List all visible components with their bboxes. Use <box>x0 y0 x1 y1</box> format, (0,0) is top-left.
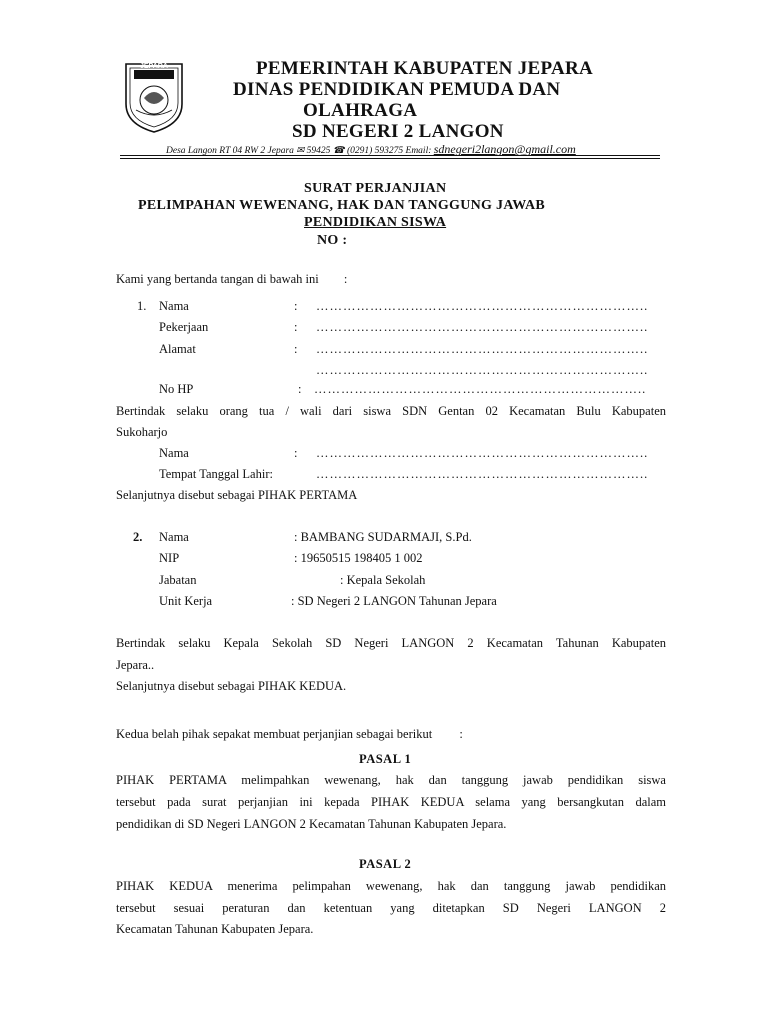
party2-role-line2: Jepara.. <box>116 658 155 672</box>
party2-nip-label: NIP <box>159 551 180 565</box>
party1-nama-colon: : <box>294 299 298 313</box>
party1-pekerjaan-label: Pekerjaan <box>159 320 209 334</box>
agreement-colon: : <box>459 727 463 741</box>
party2-jabatan-label: Jabatan <box>159 573 197 587</box>
party1-role-line1: Bertindak selaku orang tua / wali dari siswa SDN Gentan 02 Kecamatan Bulu Kabupaten <box>116 404 666 418</box>
title-line1: SURAT PERJANJIAN <box>304 181 447 196</box>
party1-pekerjaan-colon: : <box>294 320 298 334</box>
title-line2: PELIMPAHAN WEWENANG, HAK DAN TANGGUNG JAWAB <box>138 198 545 213</box>
letterhead-line2: DINAS PENDIDIKAN PEMUDA DAN <box>233 79 561 100</box>
party1-alamat-label: Alamat <box>159 342 196 356</box>
letterhead-line4: SD NEGERI 2 LANGON <box>292 121 504 142</box>
letterhead-rule-thin <box>120 158 660 159</box>
title-no: NO : <box>317 233 348 248</box>
student-ttl-blank: ……………………………………………………………….. <box>316 467 649 481</box>
intro-text <box>116 272 347 287</box>
party2-nama-label: Nama <box>159 530 189 544</box>
title-line3: PENDIDIKAN SISWA <box>304 215 447 230</box>
contact-text: Desa Langon RT 04 RW 2 Jepara ✉ 59425 ☎ (0291) 593275 Email: <box>166 146 432 156</box>
letterhead-line3: OLAHRAGA <box>303 100 418 121</box>
party1-role-line2: Sukoharjo <box>116 425 168 439</box>
party2-alias: Selanjutnya disebut sebagai PIHAK KEDUA. <box>116 679 347 693</box>
party2-role-line1: Bertindak selaku Kepala Sekolah SD Negeri LANGON 2 Kecamatan Tahunan Kabupaten <box>116 636 666 650</box>
pasal2-line3: Kecamatan Tahunan Kabupaten Jepara. <box>116 922 314 936</box>
party1-number: 1. <box>137 299 147 313</box>
email-link[interactable]: sdnegeri2langon@gmail.com <box>433 142 576 156</box>
student-nama-blank: ……………………………………………………………….. <box>316 446 649 460</box>
letterhead-rule <box>120 155 660 156</box>
party1-alamat-blank: ……………………………………………………………….. <box>316 342 649 356</box>
pasal2-line2: tersebut sesuai peraturan dan ketentuan yang ditetapkan SD Negeri LANGON 2 <box>116 901 666 915</box>
pasal1-line2: tersebut pada surat perjanjian ini kepada PIHAK KEDUA selama yang bersangkutan dalam <box>116 795 666 809</box>
pasal1-line1: PIHAK PERTAMA melimpahkan wewenang, hak dan tanggung jawab pendidikan siswa <box>116 773 666 787</box>
party2-number: 2. <box>133 530 143 544</box>
party2-jabatan-value: : Kepala Sekolah <box>340 573 426 587</box>
party1-pekerjaan-blank: ……………………………………………………………….. <box>316 320 649 334</box>
pasal1-title: PASAL 1 <box>359 752 412 766</box>
logo-text: JEPARA <box>140 63 168 70</box>
party1-nama-label: Nama <box>159 299 189 313</box>
pasal1-line3: pendidikan di SD Negeri LANGON 2 Kecamatan Tahunan Kabupaten Jepara. <box>116 817 507 831</box>
pasal2-line1: PIHAK KEDUA menerima pelimpahan wewenang, hak dan tanggung jawab pendidikan <box>116 879 666 893</box>
party2-unit-value: : SD Negeri 2 LANGON Tahunan Jepara <box>291 594 497 608</box>
agreement-label: Kedua belah pihak sepakat membuat perjanjian sebagai berikut <box>116 727 433 741</box>
student-ttl-label: Tempat Tanggal Lahir: <box>159 467 273 481</box>
student-nama-label: Nama <box>159 446 189 460</box>
intro-label: Kami yang bertanda tangan di bawah ini <box>116 272 319 286</box>
agreement-text <box>116 727 463 742</box>
intro-colon: : <box>343 272 348 286</box>
party1-alamat-colon: : <box>294 342 298 356</box>
party1-nohp-colon: : <box>298 382 302 396</box>
party2-nip-value: : 19650515 198405 1 002 <box>294 551 423 565</box>
party1-nohp-blank: ……………………………………………………………….. <box>314 382 647 396</box>
party1-nohp-label: No HP <box>159 382 194 396</box>
letterhead-line1: PEMERINTAH KABUPATEN JEPARA <box>256 58 594 79</box>
party1-alias: Selanjutnya disebut sebagai PIHAK PERTAMA <box>116 488 358 502</box>
party2-unit-label: Unit Kerja <box>159 594 213 608</box>
party2-nama-value: : BAMBANG SUDARMAJI, S.Pd. <box>294 530 472 544</box>
party1-nama-blank: ……………………………………………………………….. <box>316 299 649 313</box>
student-nama-colon: : <box>294 446 298 460</box>
party1-alamat-blank2: ……………………………………………………………….. <box>316 363 649 377</box>
pasal2-title: PASAL 2 <box>359 857 412 871</box>
